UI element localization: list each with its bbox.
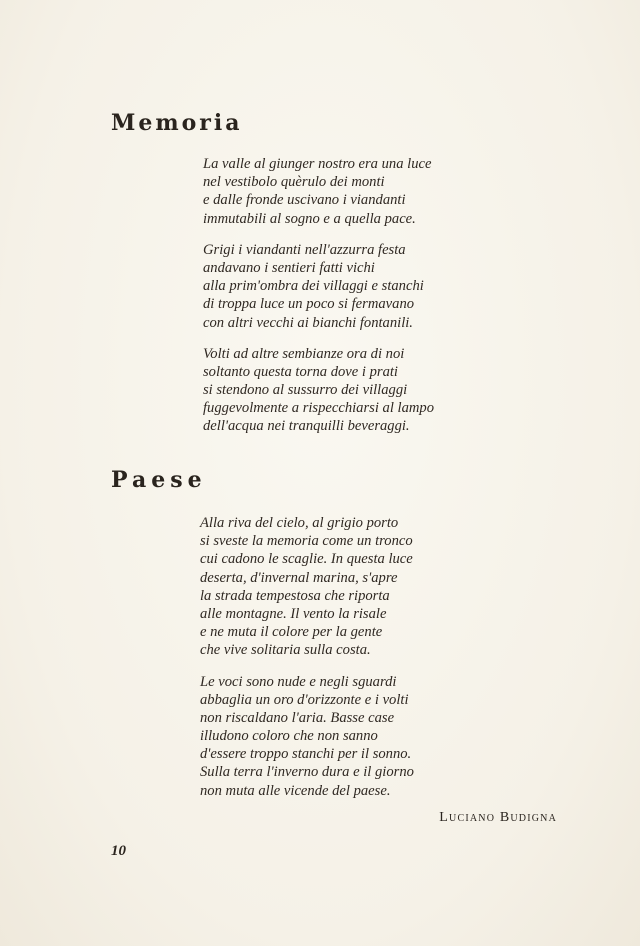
poem-line: che vive solitaria sulla costa. (200, 642, 371, 659)
poem-line: d'essere troppo stanchi per il sonno. (200, 746, 412, 763)
poem-line: andavano i sentieri fatti vichi (203, 259, 375, 276)
poem-paese (200, 514, 414, 813)
poem-line: non muta alle vicende del paese. (200, 782, 391, 799)
poem-line: dell'acqua nei tranquilli beveraggi. (203, 418, 410, 435)
poem-line: soltanto questa torna dove i prati (203, 363, 398, 380)
poem-line: Grigi i viandanti nell'azzurra festa (203, 241, 406, 258)
poem-line: cui cadono le scaglie. In questa luce (200, 551, 413, 568)
poem-line: immutabili al sogno e a quella pace. (203, 210, 416, 227)
poem-line: si stendono al sussurro dei villaggi (203, 382, 408, 399)
poem-line: Volti ad altre sembianze ora di noi (203, 345, 405, 362)
poem-line: e ne muta il colore per la gente (200, 624, 383, 641)
poem-line: si sveste la memoria come un tronco (200, 533, 413, 550)
poem-line: abbaglia un oro d'orizzonte e i volti (200, 691, 409, 708)
stanza (203, 345, 434, 436)
poem-line: fuggevolmente a rispecchiarsi al lampo (203, 400, 435, 417)
poem-line: alla prim'ombra dei villaggi e stanchi (203, 278, 424, 295)
poem-line: la strada tempestosa che riporta (200, 587, 390, 604)
poem-line: di troppa luce un poco si fermavano (203, 296, 415, 313)
stanza (200, 514, 414, 660)
poem-line: non riscaldano l'aria. Basse case (200, 709, 395, 726)
poem-line: illudono coloro che non sanno (200, 728, 378, 745)
page-number: 10 (111, 843, 126, 859)
poem-line: alle montagne. Il vento la risale (200, 605, 387, 622)
author-signature: Luciano Budigna (439, 810, 557, 825)
poem-memoria (203, 155, 434, 449)
stanza (203, 155, 434, 228)
poem-line: La valle al giunger nostro era una luce (203, 156, 432, 172)
poem-line: Le voci sono nude e negli sguardi (200, 673, 397, 690)
poem-line: Sulla terra l'inverno dura e il giorno (200, 764, 414, 781)
poem-line: Alla riva del cielo, al grigio porto (200, 515, 399, 531)
poem-line: con altri vecchi ai bianchi fontanili. (203, 314, 413, 331)
poem-title-paese: Paese (111, 467, 207, 493)
poem-line: nel vestibolo quèrulo dei monti (203, 174, 385, 191)
stanza (200, 673, 414, 800)
poem-title-memoria: Memoria (111, 110, 243, 136)
poem-line: deserta, d'invernal marina, s'apre (200, 569, 398, 586)
stanza (203, 241, 434, 332)
poem-line: e dalle fronde uscivano i viandanti (203, 192, 406, 209)
